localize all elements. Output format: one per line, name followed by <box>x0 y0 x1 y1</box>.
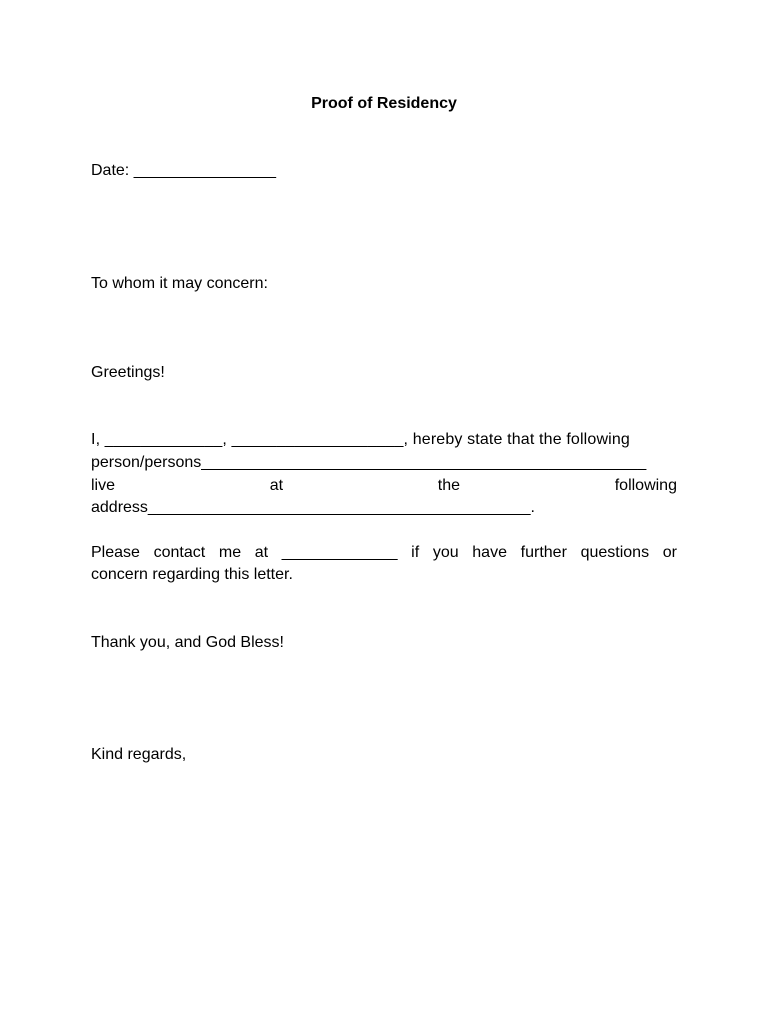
word: live <box>91 477 116 494</box>
document-title: Proof of Residency <box>311 95 457 112</box>
word: further <box>520 544 567 561</box>
word: or <box>662 544 677 561</box>
para2-line2: concern regarding this letter. <box>91 566 293 583</box>
closing-line: Kind regards, <box>91 746 187 763</box>
thanks-line: Thank you, and God Bless! <box>91 634 284 651</box>
word: questions <box>580 544 650 561</box>
word: the <box>437 477 461 494</box>
para1-line3 <box>91 475 677 497</box>
word: at <box>254 544 269 561</box>
word: _____________ <box>281 544 398 561</box>
para1-line1: I, _____________, ___________________, hereby state that the following <box>91 431 630 448</box>
word: me <box>218 544 242 561</box>
word: Please <box>91 544 140 561</box>
word: if <box>411 544 420 561</box>
word: at <box>269 477 284 494</box>
para2-line1 <box>91 542 677 564</box>
word: you <box>432 544 459 561</box>
word: have <box>472 544 507 561</box>
para1-line4: address___________________________________________. <box>91 499 535 516</box>
para1-line2: person/persons__________________________________________________ <box>91 454 647 471</box>
word: following <box>614 477 677 494</box>
date-line: Date: ________________ <box>91 162 277 179</box>
greeting: Greetings! <box>91 364 165 381</box>
word: contact <box>153 544 206 561</box>
salutation: To whom it may concern: <box>91 275 268 292</box>
